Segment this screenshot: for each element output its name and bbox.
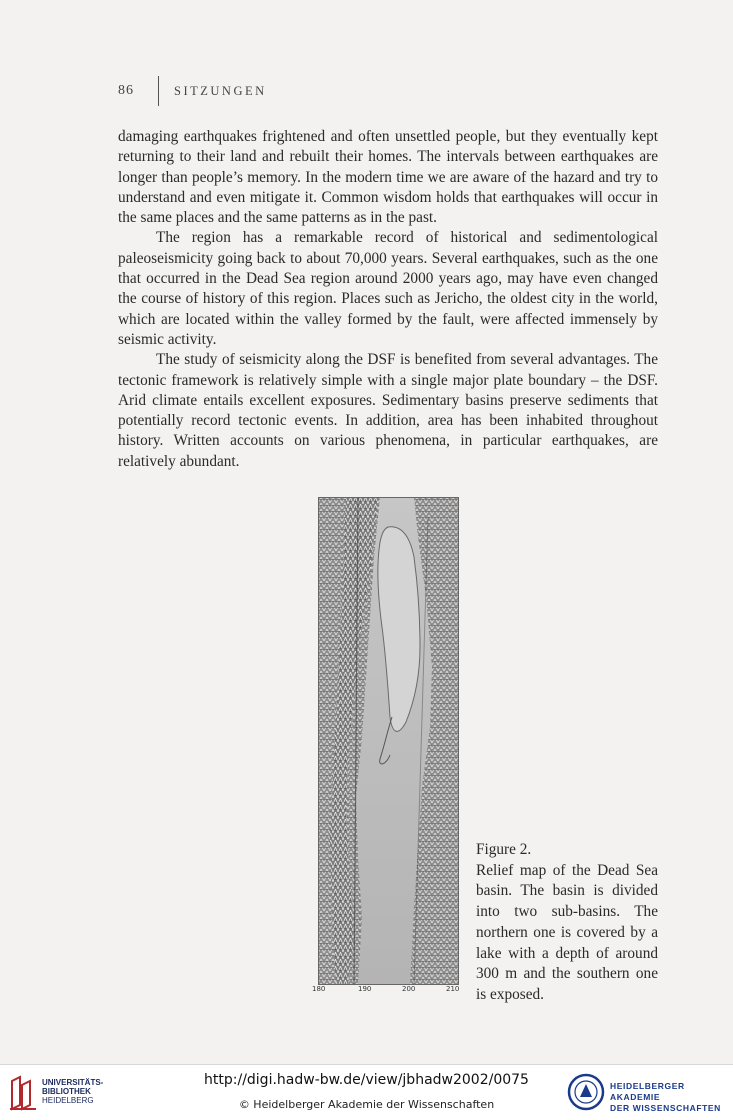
axis-label: 200 [402, 985, 416, 993]
permalink-url[interactable]: http://digi.hadw-bw.de/view/jbhadw2002/0075 [204, 1072, 529, 1088]
copyright-notice: © Heidelberger Akademie der Wissenschaften [238, 1098, 495, 1111]
axis-label: 210 [446, 985, 460, 993]
caption-text: Relief map of the Dead Sea basin. The basin is divided into two sub-basins. The northern one is covered by a lake with a depth of around 300 m and the southern one is exposed. [476, 861, 658, 1003]
map-axis-labels [306, 985, 476, 997]
axis-label: 190 [358, 985, 372, 993]
academy-name[interactable] [610, 1081, 733, 1114]
page-number: 86 [118, 83, 134, 98]
paragraph-3: The study of seismicity along the DSF is benefited from several advantages. The tectonic framework is relatively simple with a single major plate boundary – the DSF. Arid climate entails excellent exposures. Sedimentary basins preserve sediments that potentially record tectonic events. In addition, area has been inhabited throughout history. Written accounts on various phenomena, in particular earthquakes, are relatively abundant. [118, 351, 658, 470]
academy-line: DER WISSENSCHAFTEN [610, 1103, 721, 1113]
running-header [118, 80, 267, 102]
library-line: UNIVERSITÄTS- [42, 1078, 104, 1087]
figure-caption [476, 840, 658, 1006]
axis-label: 180 [312, 985, 326, 993]
relief-map-image [318, 497, 459, 985]
paragraph-1: damaging earthquakes frightened and often unsettled people, but they eventually kept returning to their land and rebuilt their homes. The intervals between earthquakes are longer than people’s memory. In the modern time we are aware of the hazard and try to understand and even mitigate it. Common wisdom holds that earthquakes will occur in the same places and the same patterns as in the past. [118, 128, 658, 227]
body-text [118, 127, 658, 472]
header-divider [158, 76, 159, 106]
academy-seal-icon[interactable] [567, 1073, 605, 1111]
library-line: BIBLIOTHEK [42, 1087, 91, 1096]
paragraph-2: The region has a remarkable record of historical and sedimentological paleoseismicity going back to about 70,000 years. Several earthquakes, such as the one that occurred in the Dead Sea region around 2000 years ago, may have even changed the course of history of this region. Places such as Jericho, the oldest city in the world, which are located within the valley formed by the fault, were affected immensely by seismic activity. [118, 229, 658, 348]
caption-title: Figure 2. [476, 841, 532, 858]
academy-line: HEIDELBERGER AKADEMIE [610, 1081, 685, 1102]
relief-map-figure [318, 497, 459, 985]
library-line: HEIDELBERG [42, 1096, 94, 1105]
footer-bar [0, 1064, 733, 1120]
running-title: SITZUNGEN [174, 83, 267, 98]
